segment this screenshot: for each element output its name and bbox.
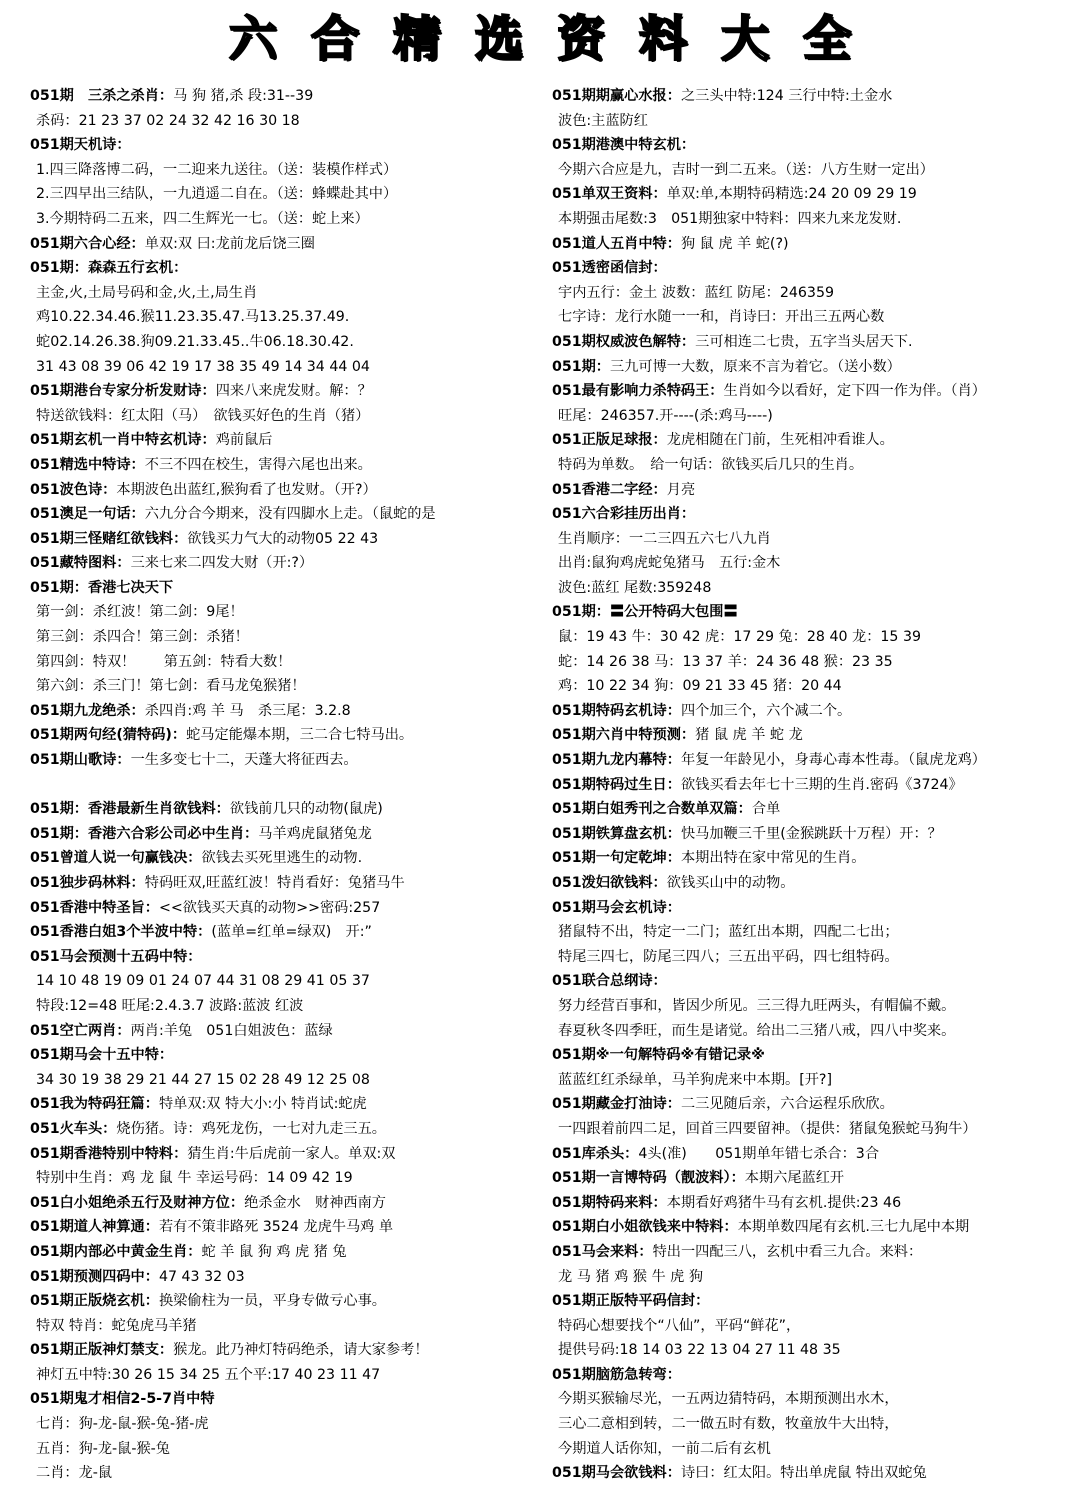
left-line: [30, 305, 552, 330]
line-text: 龙虎相随在门前，生死相冲看谁人。: [666, 432, 894, 449]
left-line: [30, 478, 552, 503]
line-text: 蛇02.14.26.38.狗09.21.33.45..牛06.18.30.42.: [36, 333, 354, 350]
line-text: 单双:双 曰:龙前龙后饶三圈: [144, 235, 315, 252]
line-text: 三可相连二七贵，五字当头居天下.: [695, 333, 913, 350]
right-line: [552, 478, 1070, 503]
right-line: [552, 1166, 1070, 1191]
line-heading: 051期：香港七决天下: [30, 579, 174, 596]
left-line: [30, 1289, 552, 1314]
line-text: 鸡前鼠后: [215, 432, 273, 449]
left-line: [30, 1412, 552, 1437]
left-line: [30, 1142, 552, 1167]
line-text: 鼠：19 43 牛：30 42 虎：17 29 兔：28 40 龙：15 39: [558, 629, 921, 646]
left-line: [30, 822, 552, 847]
line-heading: 051期白姐秀刊之合数单双篇：: [552, 801, 752, 818]
line-text: 马羊鸡虎鼠猪兔龙: [258, 825, 372, 842]
line-text: 单双:单,本期特码精选:24 20 09 29 19: [666, 186, 917, 203]
line-heading: 051期一句定乾坤：: [552, 850, 681, 867]
line-text: 绝杀金水 财神西南方: [244, 1194, 386, 1211]
line-text: (蓝单=红单=绿双) 开:”: [211, 924, 372, 941]
right-line: [552, 84, 1070, 109]
right-line: [552, 551, 1070, 576]
line-heading: 051期预测四码中：: [30, 1268, 159, 1285]
line-heading: 051期藏金打油诗：: [552, 1096, 681, 1113]
line-heading: 051期九龙绝杀：: [30, 702, 145, 719]
line-text: 月亮: [666, 481, 696, 498]
right-line: [552, 699, 1070, 724]
right-line: [552, 109, 1070, 134]
left-line: [30, 1043, 552, 1068]
left-line: [30, 551, 552, 576]
left-line: [30, 773, 552, 798]
left-line: [30, 428, 552, 453]
right-line: [552, 748, 1070, 773]
line-text: 2.三四早出三结队，一九逍遥二自在。（送：蜂蝶赴其中）: [36, 186, 398, 203]
line-text: 年复一年龄见小，身毒心毒本性毒。（鼠虎龙鸡）: [680, 752, 986, 769]
line-text: 若有不策非路死 3524 龙虎牛马鸡 单: [158, 1219, 394, 1236]
line-heading: 051期脑筋急转弯：: [552, 1366, 681, 1383]
right-line: [552, 920, 1070, 945]
line-text: 波色:蓝红 尾数:359248: [558, 579, 712, 596]
left-line: [30, 1240, 552, 1265]
line-heading: 051精选中特诗：: [30, 456, 145, 473]
line-text: 烧伤猪。诗：鸡死龙伤，一七对九走三五。: [116, 1120, 386, 1137]
left-line: [30, 650, 552, 675]
right-column: [552, 84, 1070, 1486]
left-line: [30, 527, 552, 552]
line-heading: 051泼妇欲钱料：: [552, 875, 667, 891]
line-heading: 051期特码来料：: [552, 1194, 667, 1211]
line-text: 特单双:双 特大小:小 特肖试:蛇虎: [158, 1096, 367, 1113]
line-heading: 051期白小姐欲钱来中特料：: [552, 1219, 738, 1236]
line-text: 四个加三个，六个减二个。: [680, 702, 852, 719]
right-line: [552, 1437, 1070, 1462]
line-heading: 051曾道人说一句赢钱决：: [30, 850, 202, 867]
left-line: [30, 355, 552, 380]
line-text: 蛇 羊 鼠 狗 鸡 虎 猪 兔: [201, 1243, 347, 1260]
right-line: [552, 182, 1070, 207]
left-column: [30, 84, 552, 1486]
line-heading: 051白小姐绝杀五行及财神方位：: [30, 1194, 245, 1211]
right-line: [552, 1043, 1070, 1068]
right-line: [552, 527, 1070, 552]
right-line: [552, 404, 1070, 429]
right-line: [552, 650, 1070, 675]
left-line: [30, 1338, 552, 1363]
line-text: 3.今期特码二五来，四二生辉光一七。（送：蛇上来）: [36, 210, 369, 227]
line-text: 五肖：狗-龙-鼠-猴-兔: [36, 1440, 170, 1457]
left-line: [30, 1092, 552, 1117]
right-line: [552, 207, 1070, 232]
line-text: 神灯五中特:30 26 15 34 25 五个平:17 40 23 11 47: [36, 1366, 381, 1383]
line-heading: 051透密函信封：: [552, 260, 667, 277]
line-heading: 051香港二字经：: [552, 481, 667, 498]
line-text: 今期六合应是九，吉时一到二五来。（送：八方生财一定出）: [558, 161, 934, 178]
left-line: [30, 1314, 552, 1339]
left-line: [30, 1265, 552, 1290]
line-heading: 051期马会玄机诗：: [552, 899, 681, 916]
line-heading: 051期马会欲钱料：: [552, 1465, 681, 1482]
line-heading: 051单双王资料：: [552, 186, 667, 203]
line-text: 34 30 19 38 29 21 44 27 15 02 28 49 12 25 08: [36, 1071, 370, 1088]
right-line: [552, 1314, 1070, 1339]
right-line: [552, 1338, 1070, 1363]
line-heading: 051空亡两肖：: [30, 1022, 131, 1039]
right-line: [552, 133, 1070, 158]
right-line: [552, 379, 1070, 404]
line-heading: 051道人五肖中特：: [552, 235, 681, 252]
left-line: [30, 625, 552, 650]
line-text: 特送欲钱料：红太阳（马） 欲钱买好色的生肖（猪）: [36, 407, 370, 424]
line-heading: 051期正版神灯禁支：: [30, 1342, 174, 1359]
right-line: [552, 1461, 1070, 1486]
line-heading: 051期一言博特码（靓波料）：: [552, 1170, 745, 1187]
line-text: 今期道人话你知，一前二后有玄机: [558, 1440, 771, 1457]
left-line: [30, 846, 552, 871]
line-heading: 051期：森森五行玄机：: [30, 260, 188, 277]
right-line: [552, 896, 1070, 921]
line-text: 主金,火,土局号码和金,火,土,局生肖: [36, 284, 258, 301]
line-heading: 051期：香港六合彩公司必中生肖：: [30, 825, 259, 842]
line-text: 第六剑：杀三门！第七剑：看马龙兔猴猪！: [36, 678, 306, 695]
right-line: [552, 1289, 1070, 1314]
left-line: [30, 1363, 552, 1388]
line-heading: 051最有影响力杀特码王：: [552, 383, 724, 400]
line-text: 特双 特肖：蛇兔虎马羊猪: [36, 1317, 197, 1334]
line-heading: 051期权威波色解特：: [552, 333, 696, 350]
line-heading: 051藏特图料：: [30, 555, 131, 572]
line-heading: 051期：〓公开特码大包围〓: [552, 604, 738, 621]
left-line: [30, 84, 552, 109]
line-text: 三心二意相到转，二一做五时有数，牧童放牛大出特，: [558, 1416, 899, 1433]
left-line: [30, 994, 552, 1019]
line-text: 宇内五行：金土 波数：蓝红 防尾：246359: [558, 284, 834, 301]
line-text: 三九可博一大数，原来不言为着它。（送小数）: [610, 358, 901, 375]
line-text: 本期出特在家中常见的生肖。: [680, 850, 866, 867]
left-line: [30, 1215, 552, 1240]
left-line: [30, 109, 552, 134]
line-heading: 051期铁算盘玄机：: [552, 825, 681, 842]
right-line: [552, 256, 1070, 281]
page-title: 六合精选资料大全: [228, 11, 885, 67]
left-line: [30, 576, 552, 601]
line-heading: 051期内部必中黄金生肖：: [30, 1243, 202, 1260]
line-text: 杀四肖:鸡 羊 马 杀三尾：3.2.8: [144, 702, 351, 719]
line-heading: 051波色诗：: [30, 481, 117, 498]
left-line: [30, 133, 552, 158]
right-line: [552, 1240, 1070, 1265]
line-text: 特出一四配三八，玄机中看三九合。来料：: [652, 1243, 923, 1260]
left-line: [30, 330, 552, 355]
right-line: [552, 281, 1070, 306]
line-text: 生肖如今以看好，定下四一作为伴。（肖）: [723, 383, 986, 400]
left-line: [30, 748, 552, 773]
left-line: [30, 207, 552, 232]
right-line: [552, 600, 1070, 625]
line-heading: 051期：香港最新生肖欲钱料：: [30, 801, 230, 818]
line-text: 猪 鼠 虎 羊 蛇 龙: [695, 727, 803, 744]
line-text: 旺尾：246357.开----(杀:鸡马----): [558, 407, 773, 424]
right-line: [552, 994, 1070, 1019]
right-line: [552, 1412, 1070, 1437]
line-heading: 051香港中特圣旨：: [30, 899, 159, 916]
left-line: [30, 256, 552, 281]
line-text: 4头(准) 051期单年错七杀合：3合: [638, 1145, 880, 1162]
line-heading: 051香港白姐3个半波中特：: [30, 924, 212, 941]
line-text: 特别中生肖：鸡 龙 鼠 牛 幸运号码：14 09 42 19: [36, 1170, 353, 1187]
right-line: [552, 1092, 1070, 1117]
right-line: [552, 1068, 1070, 1093]
line-text: <<欲钱买天真的动物>>密码:257: [158, 899, 381, 916]
left-line: [30, 1191, 552, 1216]
left-line: [30, 699, 552, 724]
line-heading: 051火车头：: [30, 1120, 117, 1137]
left-line: [30, 871, 552, 896]
line-text: 一生多变七十二，天蓬大将征西去。: [130, 752, 358, 769]
line-heading: 051正版足球报：: [552, 432, 667, 449]
right-line: [552, 1387, 1070, 1412]
line-heading: 051六合彩挂历出肖：: [552, 506, 696, 523]
line-text: 努力经营百事和，皆因少所见。三三得九旺两头，有帽偏不戴。: [558, 997, 956, 1014]
line-text: 之三头中特:124 三行中特:土金水: [680, 88, 893, 104]
left-line: [30, 723, 552, 748]
left-line: [30, 896, 552, 921]
line-heading: 051期六肖中特预测：: [552, 727, 696, 744]
line-text: 七字诗：龙行水随一一和，肖诗曰：开出三五两心数: [558, 309, 885, 326]
line-text: 特码心想要找个“八仙”，平码“鲜花”，: [558, 1317, 801, 1334]
line-text: 鸡10.22.34.46.猴11.23.35.47.马13.25.37.49.: [36, 309, 350, 326]
line-heading: 051我为特码狂篇：: [30, 1096, 159, 1113]
line-heading: 051库杀头：: [552, 1145, 639, 1162]
line-text: 马 狗 猪,杀 段:31--39: [173, 88, 314, 104]
line-text: 蛇：14 26 38 马：13 37 羊：24 36 48 猴：23 35: [558, 653, 893, 670]
line-heading: 051期港台专家分析发财诗：: [30, 383, 216, 400]
line-text: 七肖：狗-龙-鼠-猴-兔-猪-虎: [36, 1416, 209, 1433]
line-heading: 051马会预测十五码中特：: [30, 948, 202, 965]
right-line: [552, 797, 1070, 822]
line-text: 第三剑：杀四合！第三剑：杀猪！: [36, 629, 249, 646]
right-line: [552, 1117, 1070, 1142]
line-text: 三来七来二四发大财（开:?）: [130, 555, 314, 572]
right-line: [552, 822, 1070, 847]
left-line: [30, 945, 552, 970]
right-line: [552, 871, 1070, 896]
right-line: [552, 1215, 1070, 1240]
right-line: [552, 846, 1070, 871]
line-text: 特码旺双,旺蓝红波！特肖看好：兔猪马牛: [144, 875, 405, 891]
line-text: 猴龙。此乃神灯特码绝杀，请大家参考！: [173, 1342, 429, 1359]
line-text: 二肖：龙-鼠: [36, 1465, 113, 1482]
line-heading: 051独步码林料：: [30, 875, 145, 891]
line-heading: 051期香港特别中特料：: [30, 1145, 188, 1162]
line-text: 欲钱买山中的动物。: [666, 875, 795, 891]
left-line: [30, 182, 552, 207]
line-text: 两肖:羊兔 051白姐波色：蓝绿: [130, 1022, 333, 1039]
left-line: [30, 1387, 552, 1412]
right-line: [552, 428, 1070, 453]
line-heading: 051期正版烧玄机：: [30, 1293, 159, 1310]
right-line: [552, 969, 1070, 994]
left-line: [30, 1019, 552, 1044]
left-line: [30, 404, 552, 429]
line-text: 今期买猴输尽光，一五两边猜特码，本期预测出水木，: [558, 1391, 899, 1408]
right-line: [552, 453, 1070, 478]
right-line: [552, 1142, 1070, 1167]
line-text: 诗曰：红太阳。特出单虎鼠 特出双蛇兔: [680, 1465, 927, 1482]
left-line: [30, 600, 552, 625]
line-text: 六九分合今期来，没有四脚水上走。（鼠蛇的是: [144, 506, 436, 523]
line-heading: 051期※一句解特码※有错记录※: [552, 1047, 765, 1064]
line-text: 换梁偷柱为一员，平身专做亏心事。: [158, 1293, 386, 1310]
line-text: 快马加鞭三千里(金猴跳跃十万程）开：？: [680, 825, 942, 842]
left-line: [30, 969, 552, 994]
right-line: [552, 625, 1070, 650]
line-text: 第一剑：杀红波！第二剑：9尾！: [36, 604, 244, 621]
line-text: 合单: [751, 801, 781, 818]
line-text: 本期波色出蓝红,猴狗看了也发财。（开?）: [116, 481, 377, 498]
right-line: [552, 723, 1070, 748]
line-text: 鸡：10 22 34 狗：09 21 33 45 猪：20 44: [558, 678, 842, 695]
left-line: [30, 1437, 552, 1462]
line-text: 龙 马 猪 鸡 猴 牛 虎 狗: [558, 1268, 704, 1285]
right-line: [552, 1265, 1070, 1290]
line-heading: 051期：: [552, 358, 610, 375]
line-text: 欲钱前几只的动物(鼠虎): [229, 801, 383, 818]
left-line: [30, 453, 552, 478]
line-heading: 051期两句经(猜特码)：: [30, 727, 187, 744]
page-header: [0, 8, 1080, 74]
line-heading: 051期六合心经：: [30, 235, 145, 252]
right-line: [552, 1191, 1070, 1216]
line-text: 47 43 32 03: [158, 1268, 245, 1285]
line-text: 第四剑：特双！ 第五剑：特看大数！: [36, 653, 292, 670]
line-heading: 051联合总纲诗：: [552, 973, 667, 990]
line-heading: 051期三怪赌红欲钱料：: [30, 530, 188, 547]
line-heading: 051期玄机一肖中特玄机诗：: [30, 432, 216, 449]
line-heading: 051期正版特平码信封：: [552, 1293, 710, 1310]
line-heading: 051期特码过生日：: [552, 776, 681, 793]
line-text: 本期强击尾数:3 051期独家中特料：四来九来龙发财.: [558, 210, 902, 227]
right-line: [552, 576, 1070, 601]
left-line: [30, 1461, 552, 1486]
left-line: [30, 232, 552, 257]
line-text: 生肖顺序：一二三四五六七八九肖: [558, 530, 771, 547]
line-text: 特码为单数。 给一句话：欲钱买后几只的生肖。: [558, 456, 864, 473]
right-line: [552, 355, 1070, 380]
line-heading: 051期九龙内幕特：: [552, 752, 681, 769]
left-line: [30, 1117, 552, 1142]
left-line: [30, 502, 552, 527]
line-text: 一四跟着前四二足，回首三四要留神。（提供：猪鼠兔猴蛇马狗牛）: [558, 1120, 977, 1137]
right-line: [552, 158, 1070, 183]
right-line: [552, 1019, 1070, 1044]
line-heading: 051澳足一句话：: [30, 506, 145, 523]
right-line: [552, 330, 1070, 355]
line-text: 波色:主蓝防红: [558, 112, 648, 129]
line-text: 1.四三降落博二码，一二迎来九送往。（送：装模作样式）: [36, 161, 398, 178]
line-heading: 051期特码玄机诗：: [552, 702, 681, 719]
line-heading: 051期山歌诗：: [30, 752, 131, 769]
left-line: [30, 158, 552, 183]
line-heading: 051期鬼才相信2-5-7肖中特: [30, 1391, 215, 1408]
left-line: [30, 379, 552, 404]
line-heading: 051期 三杀之杀肖：: [30, 88, 174, 104]
line-text: 猜生肖:牛后虎前一家人。单双:双: [187, 1145, 396, 1162]
line-heading: 051期期赢心水报：: [552, 88, 681, 104]
right-line: [552, 502, 1070, 527]
left-line: [30, 1166, 552, 1191]
line-text: 蓝蓝红红杀绿单，马羊狗虎来中本期。[开?]: [558, 1071, 832, 1088]
left-line: [30, 281, 552, 306]
line-text: 二三见随后亲，六合运程乐欣欣。: [680, 1096, 894, 1113]
line-text: 本期单数四尾有玄机.三七九尾中本期: [737, 1219, 970, 1236]
line-text: 出肖:鼠狗鸡虎蛇兔猪马 五行:金木: [558, 555, 781, 572]
right-line: [552, 232, 1070, 257]
line-text: 本期看好鸡猪牛马有玄机.提供:23 46: [666, 1194, 902, 1211]
line-text: 四来八来虎发财。解：？: [215, 383, 372, 400]
line-text: 欲钱买看去年七十三期的生肖.密码《3724》: [680, 776, 963, 793]
right-line: [552, 773, 1070, 798]
line-text: 欲钱去买死里逃生的动物.: [201, 850, 363, 867]
line-text: 猪鼠特不出，特定一二门；蓝红出本期，四配二七出；: [558, 924, 899, 941]
line-text: 狗 鼠 虎 羊 蛇(?): [680, 235, 789, 252]
right-line: [552, 945, 1070, 970]
line-text: 杀码：21 23 37 02 24 32 42 16 30 18: [36, 112, 300, 129]
line-text: 31 43 08 39 06 42 19 17 38 35 49 14 34 44 04: [36, 358, 370, 375]
line-text: 不三不四在校生，害得六尾也出来。: [144, 456, 372, 473]
right-line: [552, 674, 1070, 699]
left-line: [30, 674, 552, 699]
right-line: [552, 1363, 1070, 1388]
line-text: 提供号码:18 14 03 22 13 04 27 11 48 35: [558, 1342, 841, 1359]
left-line: [30, 1068, 552, 1093]
line-text: 特尾三四七，防尾三四八；三五出平码，四七组特码。: [558, 948, 899, 965]
line-text: 特段:12=48 旺尾:2.4.3.7 波路:蓝波 红波: [36, 997, 304, 1014]
line-heading: 051期道人神算通：: [30, 1219, 159, 1236]
line-text: 春夏秋冬四季旺，而生是诸觉。给出二三猪八戒，四八中奖来。: [558, 1022, 956, 1039]
left-line: [30, 920, 552, 945]
right-line: [552, 305, 1070, 330]
line-text: 蛇马定能爆本期，三二合七特马出。: [186, 727, 414, 744]
line-text: 本期六尾蓝红开: [744, 1170, 845, 1187]
line-heading: 051马会来料：: [552, 1243, 653, 1260]
line-heading: 051期港澳中特玄机：: [552, 137, 696, 154]
line-heading: 051期天机诗：: [30, 137, 131, 154]
line-heading: 051期马会十五中特：: [30, 1047, 174, 1064]
line-text: 14 10 48 19 09 01 24 07 44 31 08 29 41 05 37: [36, 973, 370, 990]
left-line: [30, 797, 552, 822]
line-text: 欲钱买力气大的动物05 22 43: [187, 530, 379, 547]
